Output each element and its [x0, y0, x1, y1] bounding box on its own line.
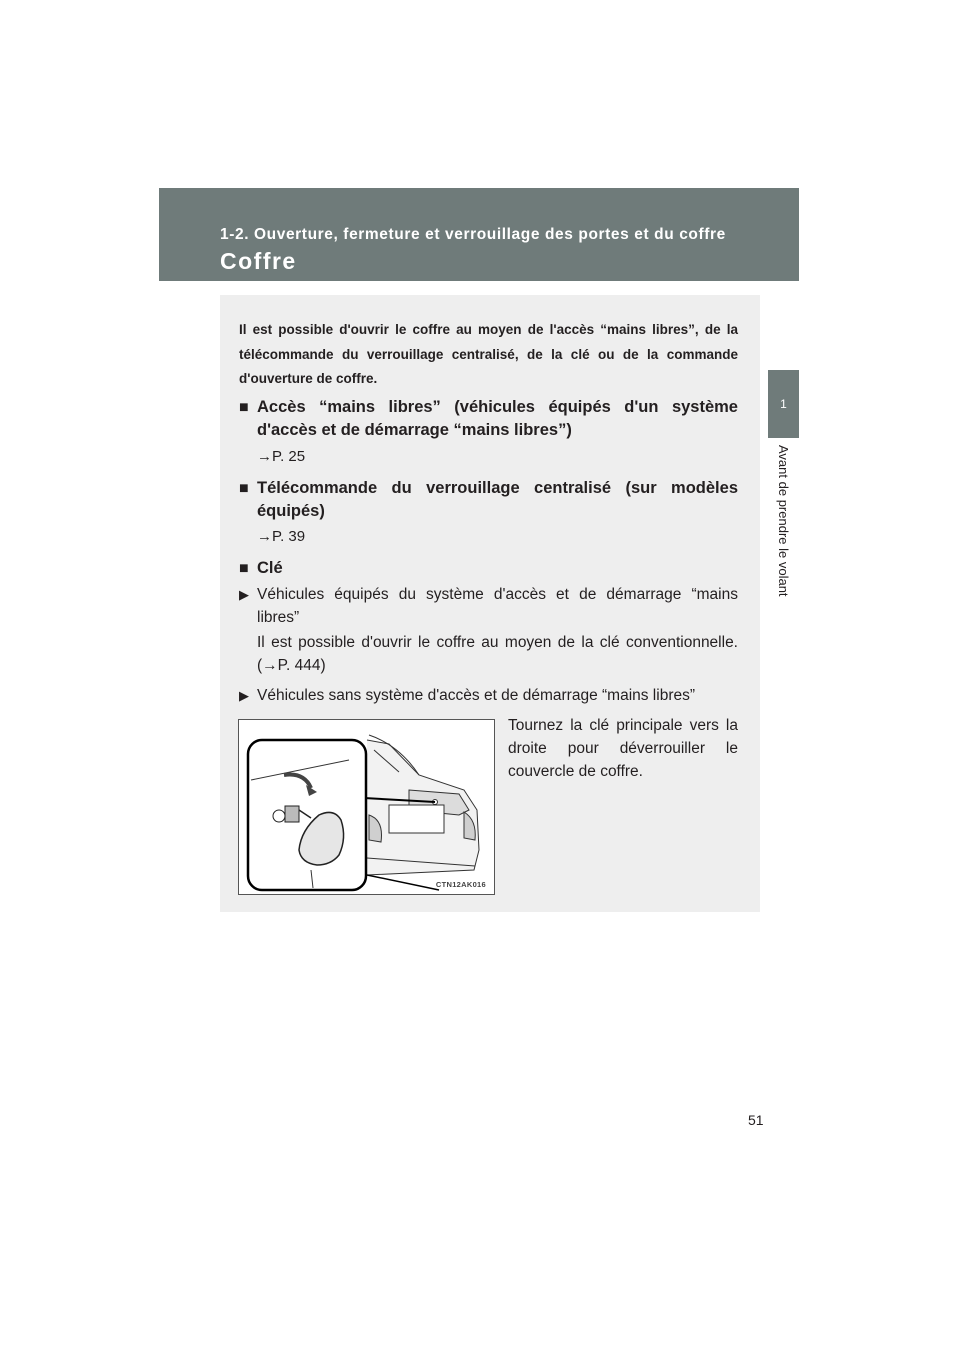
figure-caption: Tournez la clé principale vers la droite pour déverrouiller le couvercle de coffre. [508, 717, 738, 780]
trunk-key-drawing [239, 720, 495, 895]
bullet-text: Véhicules équipés du système d'accès et de démarrage “mains libres” [257, 586, 738, 626]
chapter-number: 1 [780, 397, 787, 411]
page-number: 51 [748, 1112, 764, 1128]
figure-code: CTN12AK016 [435, 880, 486, 889]
triangle-bullet-icon: ▶ [239, 587, 249, 602]
item-heading-key [239, 557, 738, 580]
item-heading-hands-free [239, 396, 738, 442]
chapter-tab[interactable] [768, 370, 799, 438]
bullet-equipped [239, 583, 738, 629]
trunk-key-illustration [238, 719, 495, 895]
triangle-bullet-icon: ▶ [239, 688, 249, 703]
section-title: 1-2. Ouverture, fermeture et verrouillage des portes et du coffre [220, 226, 726, 243]
page-title: Coffre [220, 248, 297, 274]
item-heading-text: Clé [257, 559, 283, 577]
item-heading-text: Accès “mains libres” (véhicules équipés d'un système d'accès et de démarrage “mains libres”) [257, 398, 738, 439]
square-bullet-icon: ■ [239, 560, 249, 577]
square-bullet-icon: ■ [239, 480, 249, 497]
bullet-paragraph: Il est possible d'ouvrir le coffre au moyen de la clé conventionnelle. (→P. 444) [257, 634, 738, 674]
chapter-label: Avant de prendre le volant [776, 445, 791, 597]
square-bullet-icon: ■ [239, 399, 249, 416]
item-heading-text: Télécommande du verrouillage centralisé (sur modèles équipés) [257, 479, 738, 520]
item-heading-remote [239, 477, 738, 523]
bullet-text: Véhicules sans système d'accès et de démarrage “mains libres” [257, 687, 696, 704]
intro-text: Il est possible d'ouvrir le coffre au moyen de l'accès “mains libres”, de la télécommande du verrouillage centralisé, de la clé ou de la commande d'ouverture de coffre. [239, 322, 738, 386]
page-reference-link[interactable]: →P. 39 [257, 528, 306, 545]
page-reference-link[interactable]: →P. 25 [257, 448, 306, 465]
bullet-not-equipped [239, 684, 738, 707]
